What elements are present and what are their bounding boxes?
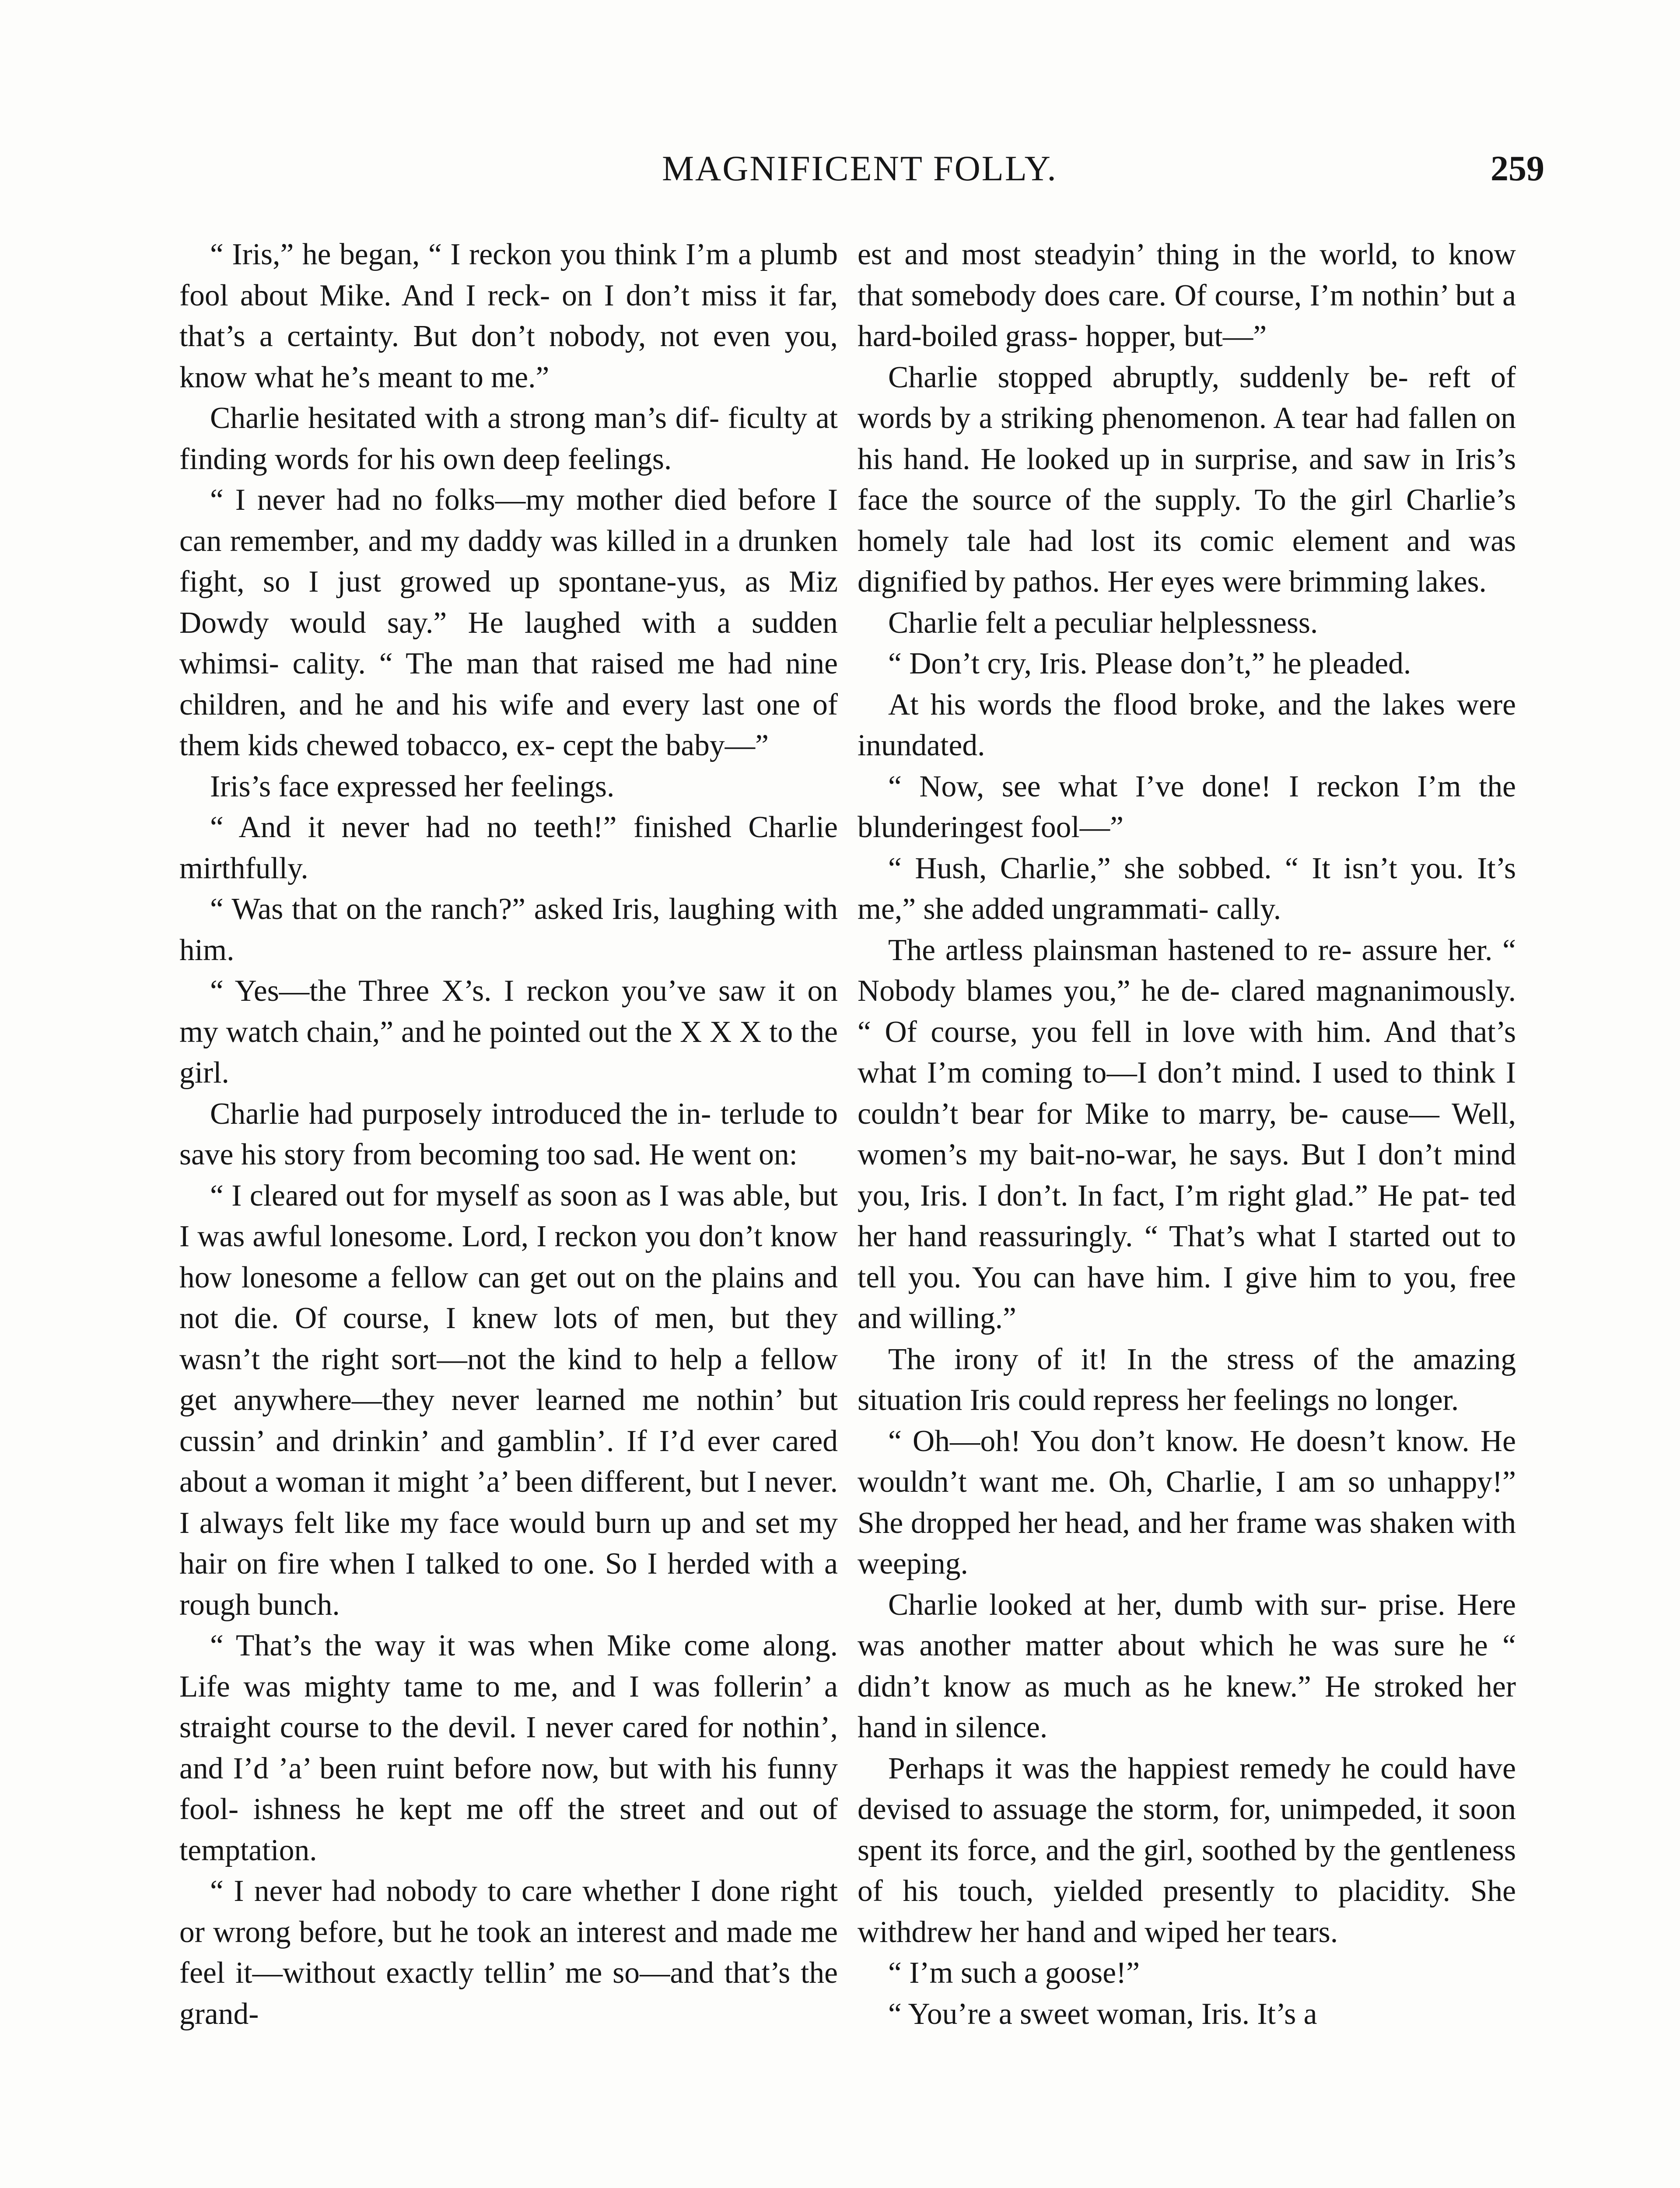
paragraph: “ Now, see what I’ve done! I reckon I’m the blunderingest fool—” <box>858 769 1516 844</box>
paragraph: “ Hush, Charlie,” she sobbed. “ It isn’t you. It’s me,” she added ungrammati- cally. <box>858 851 1516 926</box>
page-number: 259 <box>1491 148 1544 188</box>
paragraph: “ Don’t cry, Iris. Please don’t,” he pleaded. <box>888 647 1411 680</box>
paragraph: Charlie stopped abruptly, suddenly be- reft of words by a striking phenomenon. A tear had fallen on his hand. He looked up in surprise, and saw in Iris’s face the source of the supply. To the girl Charlie’s homely tale had lost its comic element and was dignified by pathos. Her eyes were brimming lakes. <box>858 360 1516 599</box>
paragraph: “ Was that on the ranch?” asked Iris, laughing with him. <box>179 892 838 967</box>
paragraph: “ And it never had no teeth!” finished Charlie mirthfully. <box>179 810 838 885</box>
paragraph: Charlie hesitated with a strong man’s dif- ficulty at finding words for his own deep feelings. <box>179 401 838 476</box>
paragraph: “ You’re a sweet woman, Iris. It’s a <box>888 1997 1317 2031</box>
paragraph: “ That’s the way it was when Mike come along. Life was mighty tame to me, and I was follerin’ a straight course to the devil. I never cared for nothin’, and I’d ’a’ been ruint before now, but with his funny fool- ishness he kept me off the street and out of temptation. <box>179 1629 838 1867</box>
left-column <box>179 234 838 2034</box>
paragraph: At his words the flood broke, and the lakes were inundated. <box>858 687 1516 762</box>
paragraph: Charlie felt a peculiar helplessness. <box>888 606 1318 640</box>
page-header <box>175 144 1544 193</box>
paragraph: The artless plainsman hastened to re- assure her. “ Nobody blames you,” he de- clared magnanimously. “ Of course, you fell in love with him. And that’s what I’m coming to—I don’t mind. I used to think I couldn’t bear for Mike to marry, be- cause— Well, women’s my bait-no-war, he says. But I don’t mind you, Iris. I don’t. In fact, I’m right glad.” He pat- ted her hand reassuringly. “ That’s what I started out to tell you. You can have him. I give him to you, free and willing.” <box>858 933 1516 1335</box>
paragraph: “ I never had no folks—my mother died before I can remember, and my daddy was killed in a drunken fight, so I just growed up spontane-yus, as Miz Dowdy would say.” He laughed with a sudden whimsi- cality. “ The man that raised me had nine children, and he and his wife and every last one of them kids chewed tobacco, ex- cept the baby—” <box>179 483 838 762</box>
right-column <box>858 234 1516 2034</box>
paragraph: “ Iris,” he began, “ I reckon you think I’m a plumb fool about Mike. And I reck- on I don’t miss it far, that’s a certainty. But don’t nobody, not even you, know what he’s meant to me.” <box>179 238 838 394</box>
running-title: MAGNIFICENT FOLLY. <box>662 148 1057 188</box>
paragraph: “ Oh—oh! You don’t know. He doesn’t know. He wouldn’t want me. Oh, Charlie, I am so unhappy!” She dropped her head, and her frame was shaken with weeping. <box>858 1424 1516 1581</box>
paragraph: Charlie looked at her, dumb with sur- prise. Here was another matter about which he was sure he “ didn’t know as much as he knew.” He stroked her hand in silence. <box>858 1588 1516 1744</box>
paragraph: “ I’m such a goose!” <box>888 1956 1140 1990</box>
paragraph: “ Yes—the Three X’s. I reckon you’ve saw it on my watch chain,” and he pointed out the X X X to the girl. <box>179 974 838 1090</box>
paragraph: Charlie had purposely introduced the in- terlude to save his story from becoming too sad. He went on: <box>179 1097 838 1171</box>
paragraph: Perhaps it was the happiest remedy he could have devised to assuage the storm, for, unimpeded, it soon spent its force, and the girl, soothed by the gentleness of his touch, yielded presently to placidity. She withdrew her hand and wiped her tears. <box>858 1751 1516 1949</box>
paragraph: “ I cleared out for myself as soon as I was able, but I was awful lonesome. Lord, I reckon you don’t know how lonesome a fellow can get out on the plains and not die. Of course, I knew lots of men, but they wasn’t the right sort—not the kind to help a fellow get anywhere—they never learned me nothin’ but cussin’ and drinkin’ and gamblin’. If I’d ever cared about a woman it might ’a’ been different, but I never. I always felt like my face would burn up and set my hair on fire when I talked to one. So I herded with a rough bunch. <box>179 1178 838 1622</box>
paragraph: “ I never had nobody to care whether I done right or wrong before, but he took an interest and made me feel it—without exactly tellin’ me so—and that’s the grand- <box>179 1874 838 2031</box>
paragraph: The irony of it! In the stress of the amazing situation Iris could repress her feelings no longer. <box>858 1342 1516 1417</box>
paragraph: Iris’s face expressed her feelings. <box>210 769 615 803</box>
paragraph-continued: est and most steadyin’ thing in the world, to know that somebody does care. Of course, I’m nothin’ but a hard-boiled grass- hopper, but—” <box>858 238 1516 353</box>
